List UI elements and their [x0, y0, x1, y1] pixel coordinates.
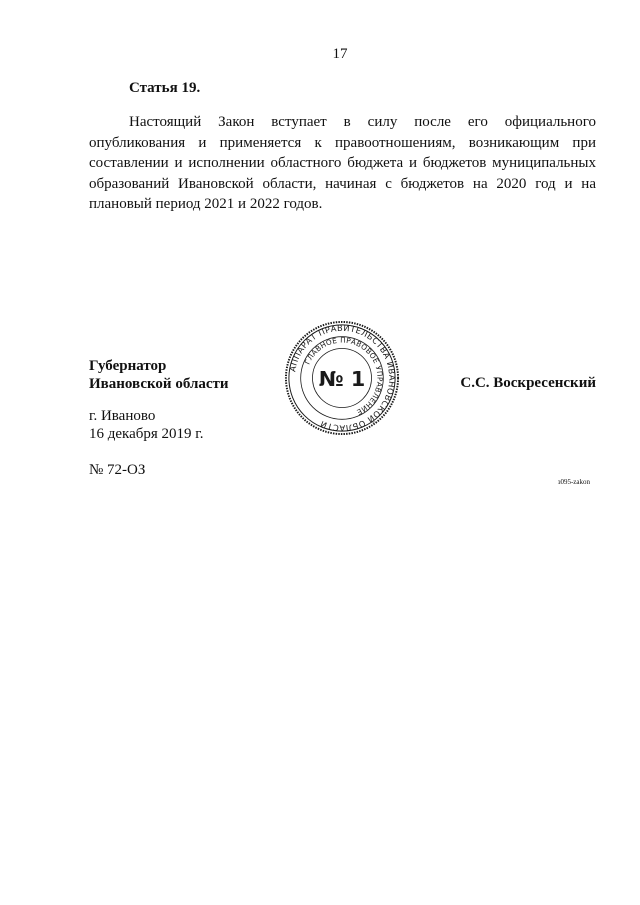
stamp-inner-text: ГЛАВНОЕ ПРАВОВОЕ УПРАВЛЕНИЕ — [302, 335, 385, 417]
article-heading: Статья 19. — [129, 80, 201, 96]
article-text: Настоящий Закон вступает в силу после его официального опубликования и применяется к правоотношениям, возникающим при составлении и исполнении областного бюджета и бюджетов муниципальных образований Ивановской области, начиная с бюджетов на 2020 год и на плановый период 2021 и 2022 годов. — [89, 114, 596, 212]
law-number: № 72-ОЗ — [89, 462, 146, 478]
signing-date: 16 декабря 2019 г. — [89, 426, 204, 442]
official-stamp — [283, 319, 401, 437]
signer-name: С.С. Воскресенский — [460, 375, 596, 391]
place: г. Иваново — [89, 408, 156, 424]
page-number: 17 — [332, 46, 348, 62]
document-code: з095-zakon — [557, 478, 590, 486]
governor-title-line1: Губернатор — [89, 358, 167, 374]
governor-title — [89, 357, 229, 393]
stamp-outer-text: АППАРАТ ПРАВИТЕЛЬСТВА ИВАНОВСКОЙ ОБЛАСТИ — [287, 322, 398, 434]
stamp-number: № 1 — [318, 366, 366, 391]
governor-title-line2: Ивановской области — [89, 376, 229, 392]
